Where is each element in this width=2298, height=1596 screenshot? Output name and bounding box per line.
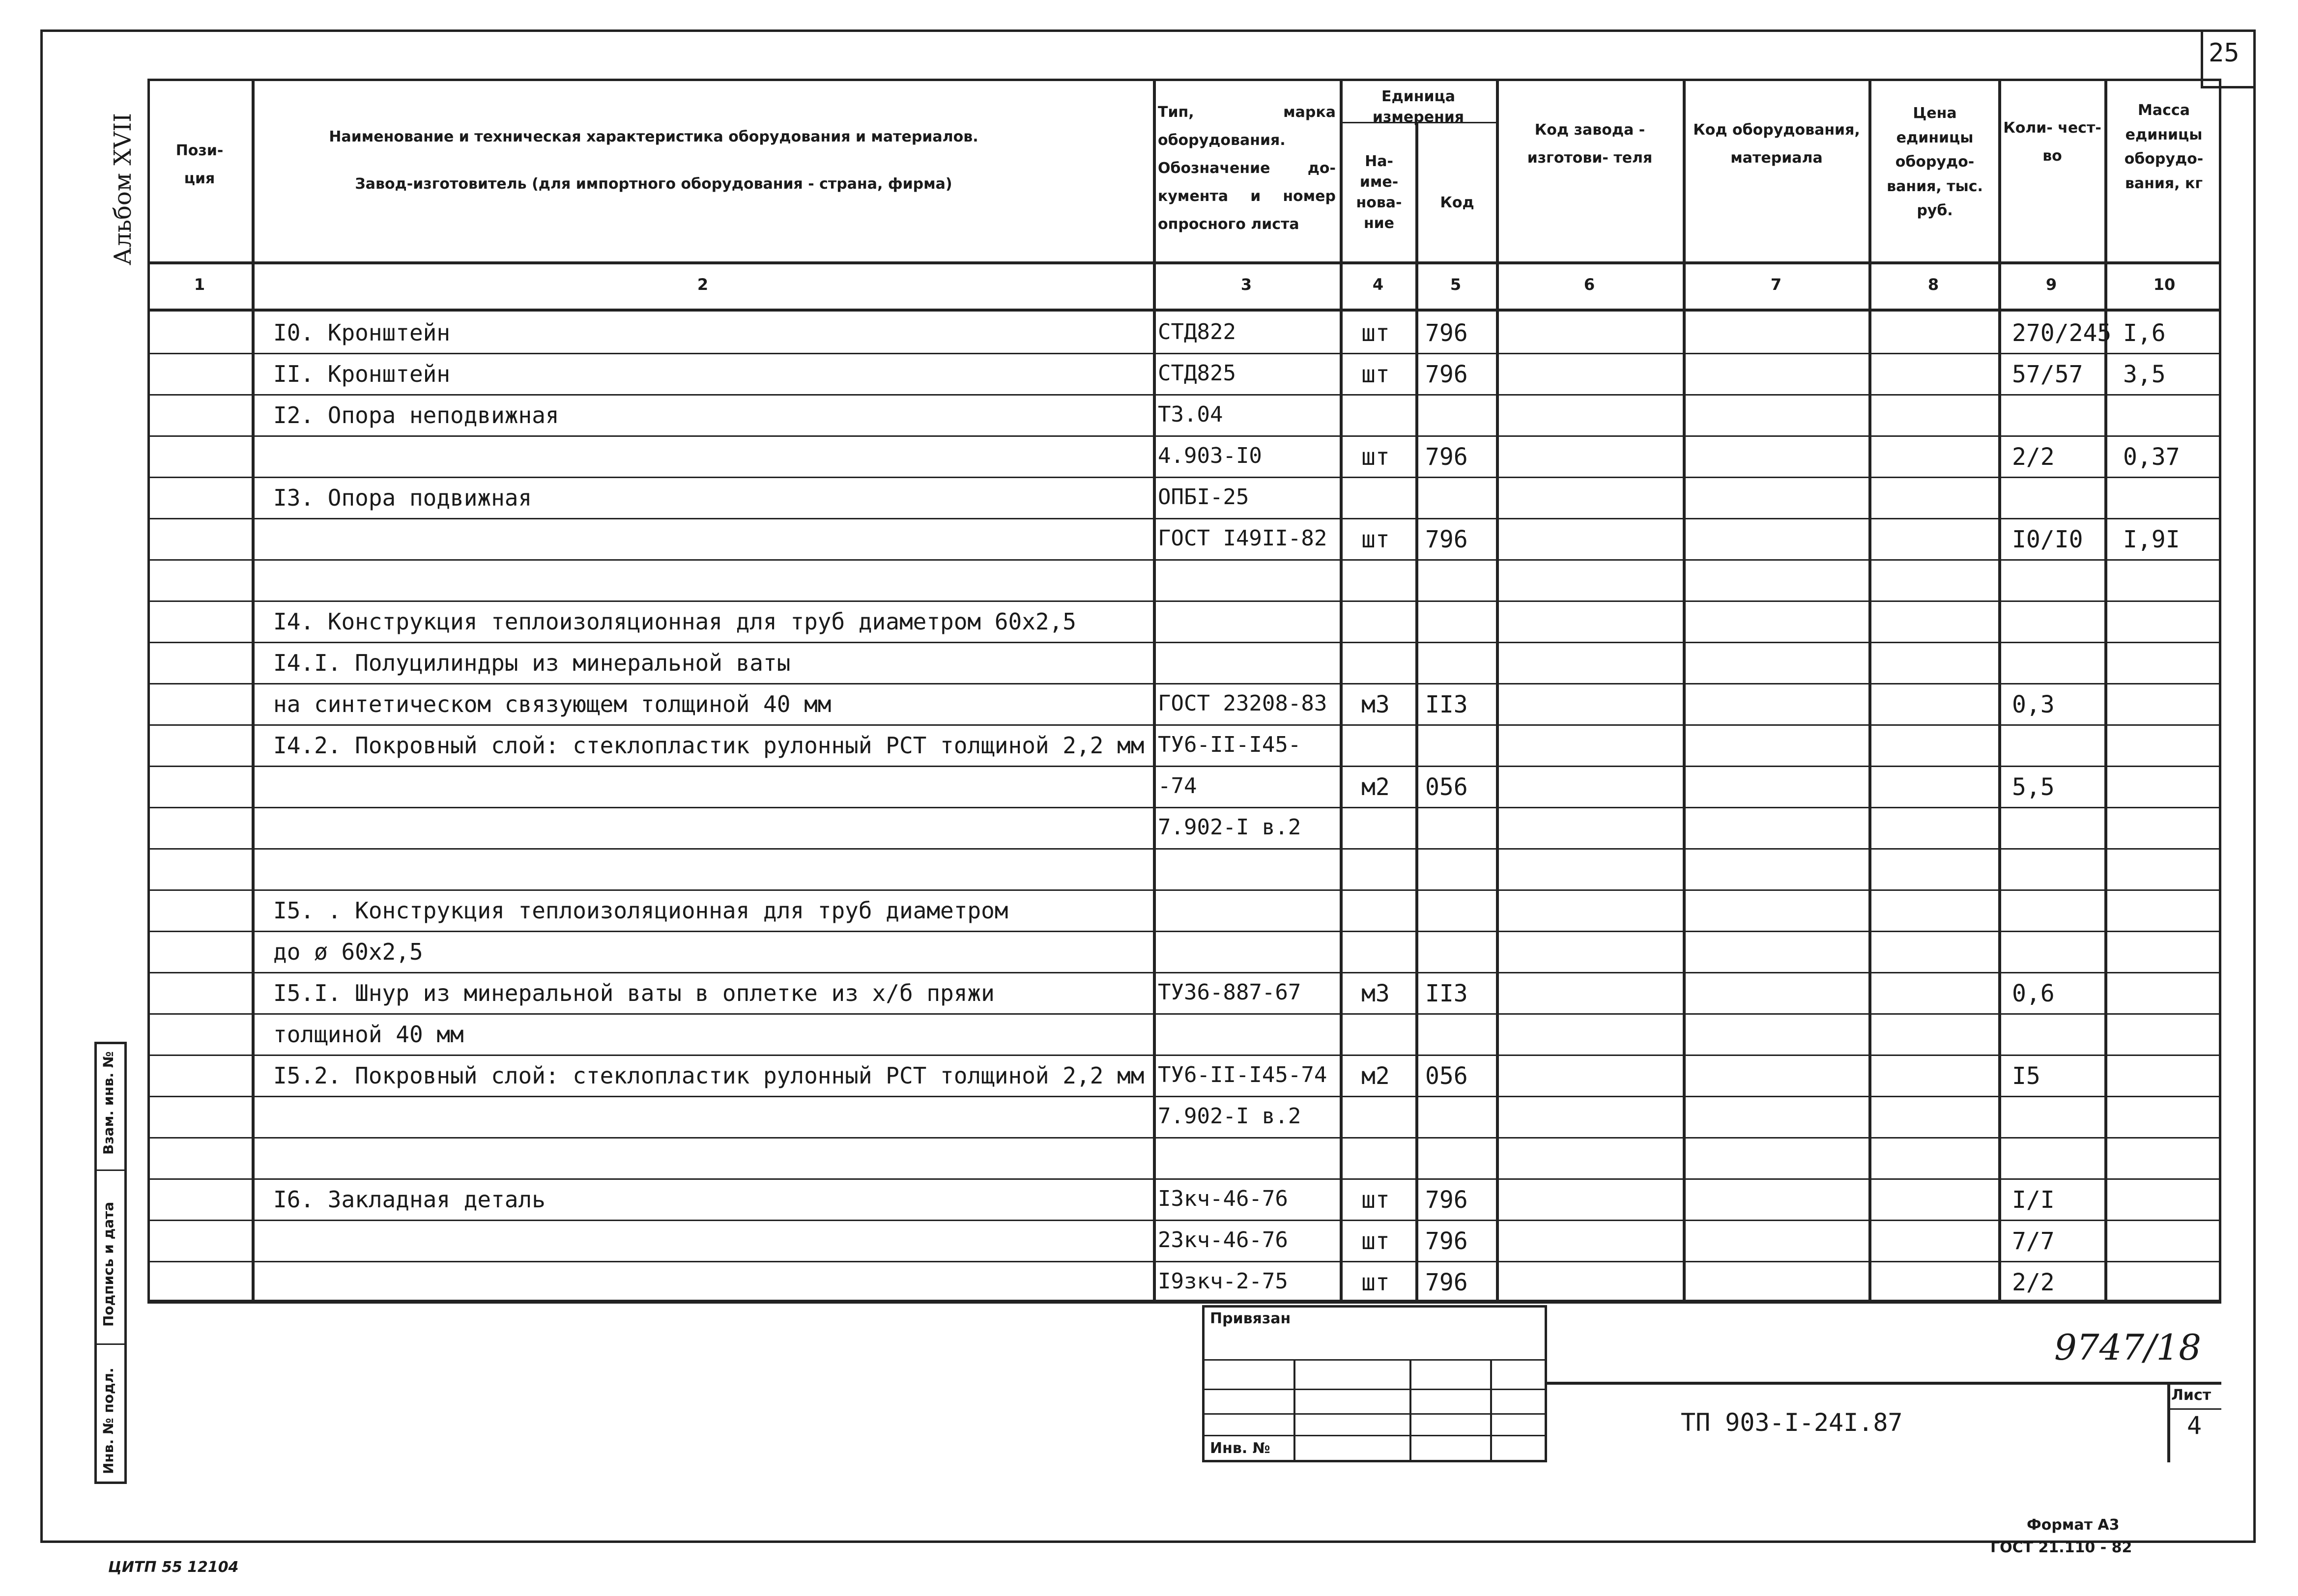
cell-unit: м2 <box>1361 773 1390 801</box>
stamp-line-1 <box>1202 1359 1547 1361</box>
cell-code: 796 <box>1425 443 1468 471</box>
column-number: 8 <box>1927 275 1939 294</box>
sheet-label: Лист <box>2171 1387 2212 1404</box>
sheet-box-mid <box>2167 1408 2221 1410</box>
cell-qty: 5,5 <box>2012 773 2055 801</box>
cell-type: 7.902-I в.2 <box>1158 815 1301 840</box>
col-line-2 <box>1153 79 1156 1302</box>
row-separator <box>147 1054 2221 1056</box>
cell-qty: 270/245 <box>2012 319 2112 347</box>
row-separator <box>147 1220 2221 1221</box>
header-type: Тип, марка оборудования. Обозначение до- кумента и номер опросного листа <box>1158 104 1336 233</box>
row-separator <box>147 1302 2221 1304</box>
cell-qty: 7/7 <box>2012 1227 2055 1255</box>
sheet-box-left <box>2167 1382 2170 1462</box>
cell-qty: 0,6 <box>2012 980 2055 1007</box>
row-separator <box>147 1013 2221 1015</box>
footer-gost: ГОСТ 21.110 - 82 <box>1990 1539 2132 1556</box>
cell-type: ТУ36-887-67 <box>1158 980 1301 1005</box>
sheet-number: 4 <box>2187 1411 2202 1440</box>
column-number: 2 <box>697 275 709 294</box>
col-line-8 <box>1998 79 2001 1302</box>
column-number: 10 <box>2153 275 2176 294</box>
cell-unit: шт <box>1361 1269 1390 1296</box>
cell-qty: I5 <box>2012 1062 2040 1090</box>
cell-type: ОПБI-25 <box>1158 484 1249 510</box>
cell-name: I5.I. Шнур из минеральной ваты в оплетке из х/б пряжи <box>273 980 995 1006</box>
row-separator <box>147 477 2221 478</box>
cell-name: I5.2. Покровный слой: стеклопластик рулонный РСТ толщиной 2,2 мм <box>273 1062 1145 1089</box>
header-name-line2: Завод-изготовитель (для импортного оборудования - страна, фирма) <box>355 175 952 193</box>
row-separator <box>147 848 2221 850</box>
footer-left-code: ЦИТП 55 12104 <box>108 1559 239 1576</box>
row-separator <box>147 600 2221 602</box>
cell-type: ГОСТ I49II-82 <box>1158 526 1327 551</box>
cell-type: ТУ6-II-I45-74 <box>1158 1062 1327 1087</box>
cell-name: I5. . Конструкция теплоизоляционная для труб диаметром <box>273 897 1008 924</box>
header-quantity: Коли- чест- во <box>2003 119 2101 165</box>
cell-name: I4. Конструкция теплоизоляционная для труб диаметром 60х2,5 <box>273 608 1076 635</box>
col-line-6 <box>1683 79 1686 1302</box>
cell-unit: шт <box>1361 526 1390 553</box>
cell-type: ГОСТ 23208-83 <box>1158 691 1327 716</box>
cell-unit: шт <box>1361 319 1390 347</box>
column-number: 6 <box>1583 275 1595 294</box>
cell-qty: 2/2 <box>2012 443 2055 471</box>
col-line-7 <box>1868 79 1871 1302</box>
cell-unit: шт <box>1361 361 1390 388</box>
col-line-3 <box>1340 79 1343 1302</box>
cell-type: 7.902-I в.2 <box>1158 1104 1301 1129</box>
cell-code: 796 <box>1425 361 1468 388</box>
cell-name: I3. Опора подвижная <box>273 484 532 511</box>
header-mass: Масса единицы оборудо- вания, кг <box>2124 102 2204 192</box>
privyazan-label: Привязан <box>1210 1310 1291 1327</box>
cell-type: СТД822 <box>1158 319 1236 344</box>
col-line-4 <box>1415 123 1418 1302</box>
col-line-5 <box>1496 79 1499 1302</box>
side-stamp-line-2 <box>94 1343 127 1345</box>
column-number: 7 <box>1770 275 1782 294</box>
header-unit-code: Код <box>1440 194 1474 211</box>
cell-name: I2. Опора неподвижная <box>273 402 559 428</box>
header-equipment-code: Код оборудования, материала <box>1693 121 1860 167</box>
row-separator <box>147 766 2221 767</box>
cell-name: толщиной 40 мм <box>273 1021 464 1048</box>
album-label: Альбом XVII <box>109 113 137 265</box>
side-podpis-data: Подпись и дата <box>100 1201 116 1327</box>
cell-mass: 0,37 <box>2123 443 2180 471</box>
row-separator <box>147 807 2221 808</box>
cell-type: ТЗ.04 <box>1158 402 1223 427</box>
cell-type: -74 <box>1158 773 1197 798</box>
stamp-vline-3 <box>1490 1359 1492 1462</box>
cell-type: ТУ6-II-I45- <box>1158 732 1301 757</box>
stamp-line-2 <box>1202 1389 1547 1390</box>
row-separator <box>147 683 2221 684</box>
cell-qty: I0/I0 <box>2012 526 2083 553</box>
cell-unit: шт <box>1361 1227 1390 1255</box>
cell-code: II3 <box>1425 691 1468 718</box>
row-separator <box>147 889 2221 891</box>
column-number: 4 <box>1372 275 1384 294</box>
side-stamp-line-1 <box>94 1169 127 1171</box>
header-unit-group: Единица измерения <box>1372 88 1465 126</box>
cell-unit: м3 <box>1361 980 1390 1007</box>
row-separator <box>147 724 2221 726</box>
handwritten-doc-number: 9747/18 <box>2054 1327 2202 1368</box>
cell-code: 796 <box>1425 319 1468 347</box>
footer-format: Формат А3 <box>2027 1516 2120 1534</box>
doc-code: ТП 903-I-24I.87 <box>1681 1408 1903 1437</box>
cell-name: до ø 60х2,5 <box>273 939 423 965</box>
cell-name: I4.2. Покровный слой: стеклопластик рулонный РСТ толщиной 2,2 мм <box>273 732 1145 759</box>
cell-unit: шт <box>1361 443 1390 471</box>
row-separator <box>147 1137 2221 1139</box>
row-separator <box>147 559 2221 561</box>
stamp-vline-2 <box>1409 1359 1411 1462</box>
row-separator <box>147 931 2221 932</box>
cell-code: II3 <box>1425 980 1468 1007</box>
cell-type: 4.903-I0 <box>1158 443 1262 468</box>
cell-qty: 57/57 <box>2012 361 2083 388</box>
cell-type: СТД825 <box>1158 361 1236 386</box>
privyazan-box <box>1202 1305 1547 1462</box>
cell-mass: I,6 <box>2123 319 2166 347</box>
cell-unit: шт <box>1361 1186 1390 1214</box>
column-number: 5 <box>1450 275 1462 294</box>
cell-unit: м2 <box>1361 1062 1390 1090</box>
cell-name: I6. Закладная деталь <box>273 1186 546 1213</box>
cell-name: I0. Кронштейн <box>273 319 451 346</box>
cell-code: 056 <box>1425 1062 1468 1090</box>
row-separator <box>147 394 2221 396</box>
header-price: Цена единицы оборудо- вания, тыс. руб. <box>1887 105 1983 219</box>
cell-type: I9зкч-2-75 <box>1158 1269 1288 1294</box>
doc-code-top-line <box>1547 1382 2221 1385</box>
side-inv-podl: Инв. № подл. <box>100 1368 116 1474</box>
row-separator <box>147 1261 2221 1262</box>
cell-name: на синтетическом связующем толщиной 40 мм <box>273 691 832 717</box>
cell-code: 796 <box>1425 526 1468 553</box>
cell-code: 796 <box>1425 1269 1468 1296</box>
cell-code: 796 <box>1425 1186 1468 1214</box>
row-separator <box>147 1178 2221 1180</box>
cell-qty: 0,3 <box>2012 691 2055 718</box>
col-line-1 <box>252 79 255 1302</box>
column-number: 3 <box>1240 275 1252 294</box>
col-line-9 <box>2104 79 2107 1302</box>
cell-code: 796 <box>1425 1227 1468 1255</box>
row-separator <box>147 353 2221 354</box>
header-position: Пози- ция <box>175 142 224 187</box>
cell-code: 056 <box>1425 773 1468 801</box>
colnum-divider <box>147 309 2221 312</box>
side-vzam-inv: Взам. инв. № <box>100 1051 116 1155</box>
cell-qty: I/I <box>2012 1186 2055 1214</box>
cell-name: II. Кронштейн <box>273 361 451 387</box>
header-name-line1: Наименование и техническая характеристика оборудования и материалов. <box>329 128 978 145</box>
page-number: 25 <box>2209 38 2240 68</box>
stamp-vline-1 <box>1293 1359 1295 1462</box>
header-divider <box>147 261 2221 264</box>
column-number: 9 <box>2045 275 2057 294</box>
stamp-line-3 <box>1202 1413 1547 1415</box>
header-unit-name: На- име- нова- ние <box>1356 153 1402 232</box>
row-separator <box>147 435 2221 437</box>
stamp-line-4 <box>1202 1435 1547 1436</box>
cell-mass: 3,5 <box>2123 361 2166 388</box>
cell-qty: 2/2 <box>2012 1269 2055 1296</box>
row-separator <box>147 1096 2221 1097</box>
row-separator <box>147 972 2221 973</box>
header-factory-code: Код завода - изготови- теля <box>1527 121 1653 167</box>
inv-no-label: Инв. № <box>1210 1440 1270 1457</box>
cell-mass: I,9I <box>2123 526 2180 553</box>
row-separator <box>147 518 2221 519</box>
column-number: 1 <box>194 275 205 294</box>
row-separator <box>147 642 2221 643</box>
cell-unit: м3 <box>1361 691 1390 718</box>
cell-type: I3кч-46-76 <box>1158 1186 1288 1211</box>
cell-name: I4.I. Полуцилиндры из минеральной ваты <box>273 650 791 676</box>
cell-type: 23кч-46-76 <box>1158 1227 1288 1253</box>
